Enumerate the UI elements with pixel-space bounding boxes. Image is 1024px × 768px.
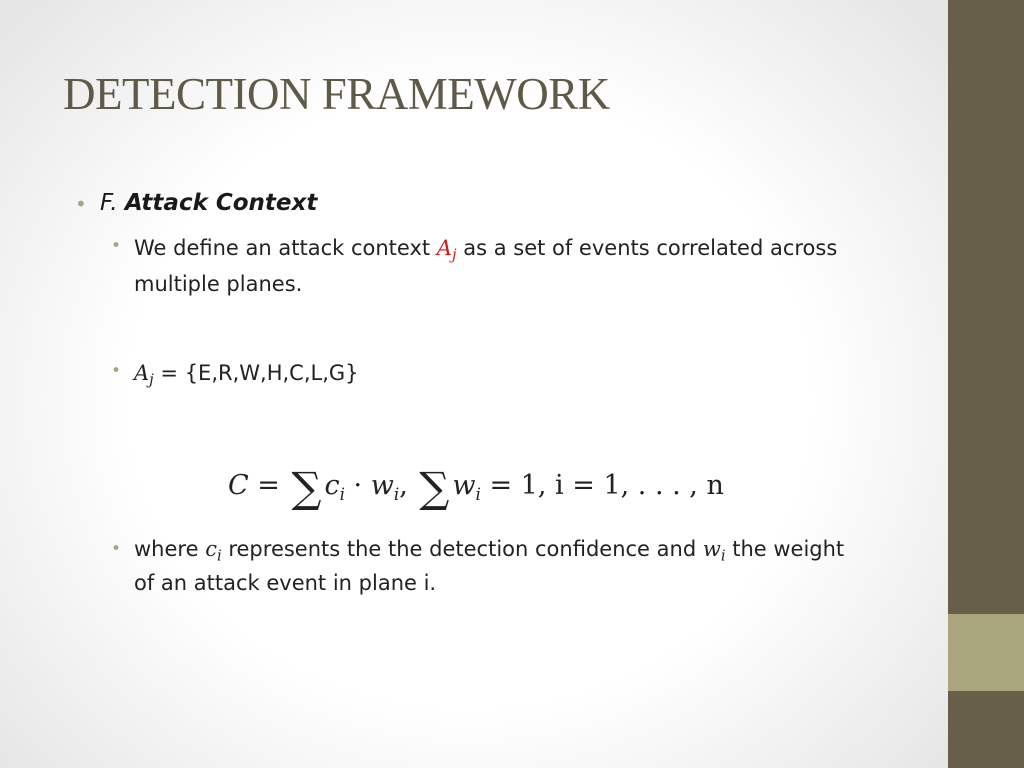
bullet-attack-context-set (134, 355, 854, 391)
explanation-text-before: where (134, 537, 199, 561)
explanation-text-after: the weight of an attack event in plane i. (134, 537, 845, 595)
event-set: = {E,R,W,H,C,L,G} (160, 361, 359, 385)
bullet-dot-icon: • (111, 539, 122, 559)
section-heading (100, 190, 317, 216)
bullet-dot-icon: • (75, 192, 87, 216)
confidence-symbol: $c_i$ (205, 537, 222, 565)
section-title: Attack Context (124, 190, 318, 216)
summation-icon: ∑ (291, 463, 322, 512)
attack-context-symbol: $A_j$ (134, 361, 154, 389)
definition-text-after: as a set of events correlated across multiple planes. (134, 236, 838, 296)
slide-title: DETECTION FRAMEWORK (63, 69, 610, 119)
summation-icon: ∑ (419, 463, 450, 512)
side-decoration-accent (948, 614, 1024, 691)
confidence-formula: C = ∑ $c_i \cdot w_i$, ∑ $w_i = 1$, i = 1, . . . , n (228, 463, 724, 512)
section-prefix: F. (100, 190, 118, 216)
bullet-formula-explanation (134, 532, 854, 600)
bullet-attack-context-definition (134, 230, 854, 302)
definition-text-before: We define an attack context (134, 236, 431, 260)
explanation-text-middle: represents the the detection confidence and (228, 537, 697, 561)
bullet-dot-icon: • (111, 361, 122, 381)
weight-symbol: $w_i$ (702, 537, 726, 565)
attack-context-symbol: $A_j$ (436, 236, 457, 264)
bullet-dot-icon: • (111, 236, 122, 256)
